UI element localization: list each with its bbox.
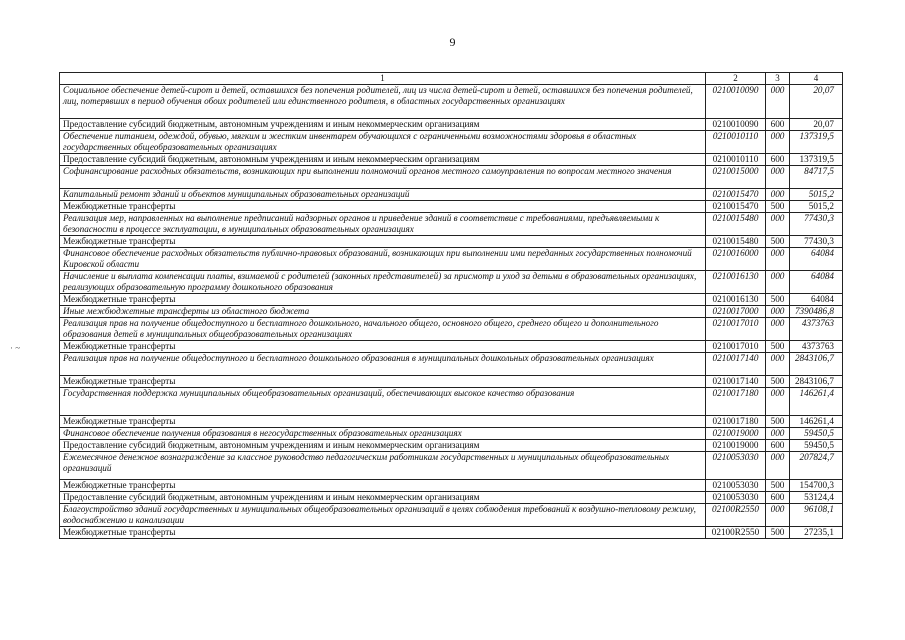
row-type: 000 — [766, 353, 790, 376]
row-code: 02100R2550 — [706, 504, 766, 527]
row-code: 0210010090 — [706, 119, 766, 131]
row-type: 500 — [766, 416, 790, 428]
row-amount: 59450,5 — [790, 440, 843, 452]
row-amount: 64084 — [790, 248, 843, 271]
row-type: 000 — [766, 452, 790, 480]
row-description: Начисление и выплата компенсации платы, взимаемой с родителей (законных представителей) за присмотр и уход за детьми в образовательных организациях, реализующих образовательную программу дошкольного образования — [60, 271, 706, 294]
row-amount: 59450,5 — [790, 428, 843, 440]
row-amount: 84717,5 — [790, 166, 843, 189]
row-code: 0210016000 — [706, 248, 766, 271]
row-code: 0210017010 — [706, 318, 766, 341]
row-amount: 4373763 — [790, 341, 843, 353]
row-type: 000 — [766, 306, 790, 318]
table-row — [60, 189, 843, 201]
row-description: Благоустройство зданий государственных и муниципальных общеобразовательных организаций в целях соблюдения требований к воздушно-тепловому режиму, водоснабжению и канализации — [60, 504, 706, 527]
row-description: Ежемесячное денежное вознаграждение за классное руководство педагогическим работникам государственных и муниципальных общеобразовательных организаций — [60, 452, 706, 480]
row-description: Предоставление субсидий бюджетным, автономным учреждениям и иным некоммерческим организациям — [60, 440, 706, 452]
row-type: 000 — [766, 504, 790, 527]
header-col-4: 4 — [790, 73, 843, 85]
row-description: Иные межбюджетные трансферты из областного бюджета — [60, 306, 706, 318]
table-row — [60, 527, 843, 539]
row-type: 500 — [766, 527, 790, 539]
row-type: 500 — [766, 480, 790, 492]
row-description: Межбюджетные трансферты — [60, 480, 706, 492]
row-type: 600 — [766, 492, 790, 504]
table-row — [60, 376, 843, 388]
row-amount: 146261,4 — [790, 416, 843, 428]
row-code: 0210053030 — [706, 452, 766, 480]
row-amount: 5015,2 — [790, 201, 843, 213]
table-row — [60, 119, 843, 131]
table-row — [60, 236, 843, 248]
row-description: Государственная поддержка муниципальных общеобразовательных организаций, обеспечивающих высокое качество образования — [60, 388, 706, 416]
row-amount: 7390486,8 — [790, 306, 843, 318]
row-code: 0210017140 — [706, 353, 766, 376]
row-description: Софинансирование расходных обязательств, возникающих при выполнении полномочий органов местного самоуправления по вопросам местного значения — [60, 166, 706, 189]
row-type: 500 — [766, 341, 790, 353]
row-code: 0210010110 — [706, 154, 766, 166]
table-row — [60, 85, 843, 119]
row-amount: 137319,5 — [790, 154, 843, 166]
row-code: 0210010090 — [706, 85, 766, 119]
table-row — [60, 492, 843, 504]
row-amount: 20,07 — [790, 85, 843, 119]
row-description: Межбюджетные трансферты — [60, 416, 706, 428]
table-row — [60, 416, 843, 428]
row-type: 000 — [766, 131, 790, 154]
row-amount: 146261,4 — [790, 388, 843, 416]
row-description: Финансовое обеспечение получения образования в негосударственных образовательных организациях — [60, 428, 706, 440]
row-code: 0210053030 — [706, 492, 766, 504]
row-type: 000 — [766, 189, 790, 201]
row-description: Межбюджетные трансферты — [60, 201, 706, 213]
row-code: 0210015000 — [706, 166, 766, 189]
row-description: Предоставление субсидий бюджетным, автономным учреждениям и иным некоммерческим организациям — [60, 119, 706, 131]
row-description: Межбюджетные трансферты — [60, 294, 706, 306]
table-header-row — [60, 73, 843, 85]
row-amount: 77430,3 — [790, 213, 843, 236]
row-description: Межбюджетные трансферты — [60, 236, 706, 248]
table-row — [60, 166, 843, 189]
row-amount: 2843106,7 — [790, 376, 843, 388]
table-row — [60, 131, 843, 154]
row-description: Межбюджетные трансферты — [60, 527, 706, 539]
row-type: 500 — [766, 294, 790, 306]
row-amount: 77430,3 — [790, 236, 843, 248]
row-description: Финансовое обеспечение расходных обязательств публично-правовых образований, возникающих при выполнении ими переданных государственных полномочий Кировской области — [60, 248, 706, 271]
table-row — [60, 504, 843, 527]
row-type: 000 — [766, 213, 790, 236]
row-description: Социальное обеспечение детей-сирот и детей, оставшихся без попечения родителей, лиц из числа детей-сирот и детей, оставшихся без попечения родителей, лиц, потерявших в период обучения обоих родителей или единственного родителя, в областных государственных организациях — [60, 85, 706, 119]
row-code: 0210019000 — [706, 440, 766, 452]
row-description: Предоставление субсидий бюджетным, автономным учреждениям и иным некоммерческим организациям — [60, 492, 706, 504]
row-code: 0210019000 — [706, 428, 766, 440]
row-amount: 154700,3 — [790, 480, 843, 492]
row-description: Межбюджетные трансферты — [60, 376, 706, 388]
row-type: 500 — [766, 201, 790, 213]
row-amount: 96108,1 — [790, 504, 843, 527]
table-row — [60, 428, 843, 440]
row-type: 600 — [766, 154, 790, 166]
table-row — [60, 318, 843, 341]
table-row — [60, 271, 843, 294]
table-row — [60, 294, 843, 306]
table-row — [60, 306, 843, 318]
row-code: 02100R2550 — [706, 527, 766, 539]
header-col-1: 1 — [60, 73, 706, 85]
row-amount: 64084 — [790, 271, 843, 294]
header-col-2: 2 — [706, 73, 766, 85]
row-code: 0210016130 — [706, 294, 766, 306]
row-code: 0210010110 — [706, 131, 766, 154]
row-amount: 207824,7 — [790, 452, 843, 480]
row-code: 0210015470 — [706, 189, 766, 201]
page-number: 9 — [449, 35, 456, 49]
table-row — [60, 440, 843, 452]
row-code: 0210017000 — [706, 306, 766, 318]
table-row — [60, 248, 843, 271]
row-amount: 20,07 — [790, 119, 843, 131]
row-code: 0210017010 — [706, 341, 766, 353]
row-type: 000 — [766, 318, 790, 341]
header-col-3: 3 — [766, 73, 790, 85]
row-code: 0210053030 — [706, 480, 766, 492]
table-row — [60, 154, 843, 166]
row-amount: 64084 — [790, 294, 843, 306]
row-type: 000 — [766, 428, 790, 440]
table-row — [60, 480, 843, 492]
row-amount: 5015,2 — [790, 189, 843, 201]
table-row — [60, 452, 843, 480]
row-description: Обеспечение питанием, одеждой, обувью, мягким и жестким инвентарем обучающихся с ограниченными возможностями здоровья в областных государственных общеобразовательных организациях — [60, 131, 706, 154]
row-code: 0210016130 — [706, 271, 766, 294]
row-amount: 137319,5 — [790, 131, 843, 154]
row-description: Реализация прав на получение общедоступного и бесплатного дошкольного образования в муниципальных дошкольных образовательных организациях — [60, 353, 706, 376]
table-row — [60, 388, 843, 416]
row-code: 0210015470 — [706, 201, 766, 213]
row-type: 000 — [766, 248, 790, 271]
row-description: Реализация мер, направленных на выполнение предписаний надзорных органов и приведение зданий в соответствие с требованиями, предъявляемыми к безопасности в процессе эксплуатации, в муниципальных образовательных организациях — [60, 213, 706, 236]
table-row — [60, 201, 843, 213]
table-body — [60, 85, 843, 539]
row-code: 0210017180 — [706, 416, 766, 428]
row-description: Межбюджетные трансферты — [60, 341, 706, 353]
row-amount: 53124,4 — [790, 492, 843, 504]
row-type: 500 — [766, 236, 790, 248]
row-code: 0210015480 — [706, 213, 766, 236]
row-code: 0210017140 — [706, 376, 766, 388]
margin-mark: · ~ — [10, 343, 21, 353]
row-amount: 4373763 — [790, 318, 843, 341]
budget-table — [59, 72, 843, 539]
row-type: 500 — [766, 376, 790, 388]
table-row — [60, 213, 843, 236]
row-type: 600 — [766, 119, 790, 131]
row-amount: 2843106,7 — [790, 353, 843, 376]
table-row — [60, 341, 843, 353]
row-type: 000 — [766, 388, 790, 416]
table-row — [60, 353, 843, 376]
row-amount: 27235,1 — [790, 527, 843, 539]
row-code: 0210015480 — [706, 236, 766, 248]
row-description: Предоставление субсидий бюджетным, автономным учреждениям и иным некоммерческим организациям — [60, 154, 706, 166]
row-type: 000 — [766, 271, 790, 294]
row-type: 000 — [766, 166, 790, 189]
row-type: 600 — [766, 440, 790, 452]
row-code: 0210017180 — [706, 388, 766, 416]
row-description: Капитальный ремонт зданий и объектов муниципальных образовательных организаций — [60, 189, 706, 201]
row-type: 000 — [766, 85, 790, 119]
row-description: Реализация прав на получение общедоступного и бесплатного дошкольного, начального общего, основного общего, среднего общего и дополнительного образования детей в муниципальных общеобразовательных организациях — [60, 318, 706, 341]
